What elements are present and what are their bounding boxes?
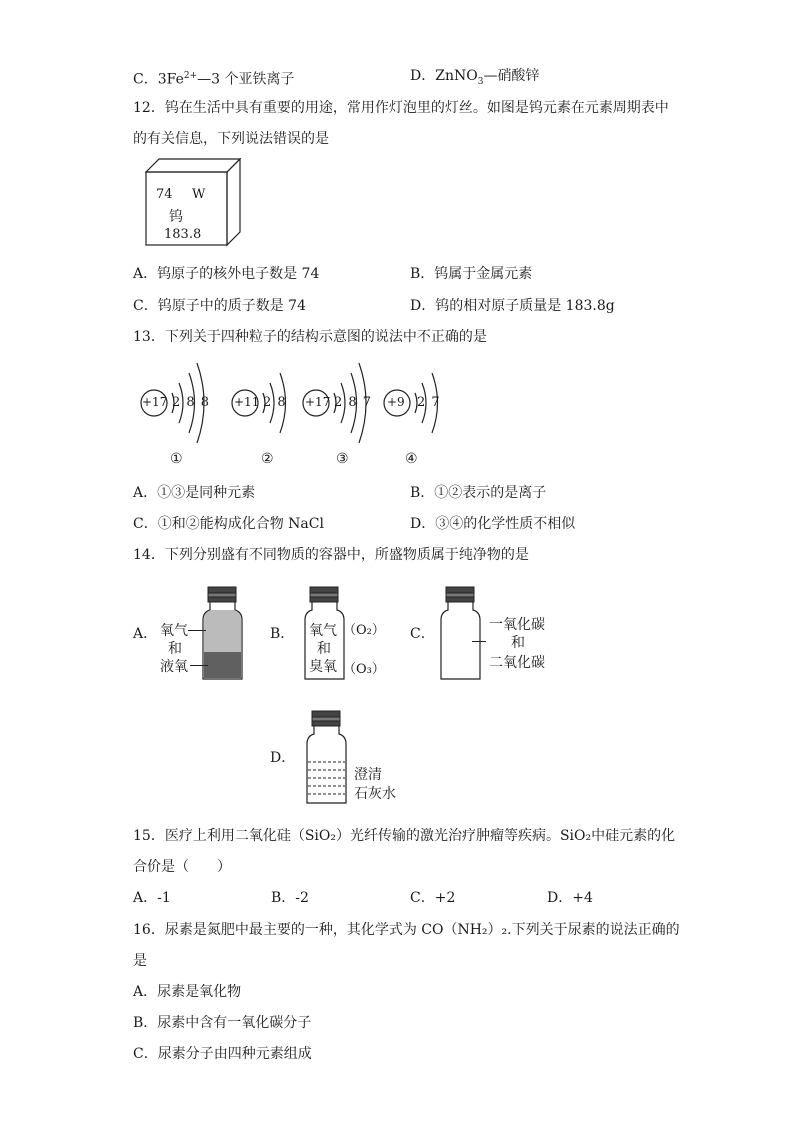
jar-b-top-note: （O₂）: [343, 623, 385, 638]
q12-option-b: B．钨属于金属元素: [410, 266, 533, 282]
jar-a-bottom-pointer: [190, 665, 208, 666]
q11-option-c: [133, 66, 295, 90]
jar-a-top-label: 氧气: [160, 623, 188, 639]
q16-option-a: A．尿素是氧化物: [133, 984, 242, 1000]
q14-option-a-letter: A．: [133, 626, 158, 642]
jar-c-bottom-label: 二氧化碳: [489, 655, 545, 671]
q14-stem: 14．下列分别盛有不同物质的容器中，所盛物质属于纯净物的是: [133, 547, 529, 563]
q13-option-d: D．③④的化学性质不相似: [410, 516, 576, 532]
element-atomic-mass: 183.8: [164, 227, 202, 242]
q16-stem-line2: 是: [133, 953, 147, 969]
particle-2-label: ②: [261, 451, 274, 467]
particle-3-label: ③: [336, 451, 349, 467]
jar-d-bottom-label: 石灰水: [354, 786, 396, 802]
jar-b-mid-label: 和: [317, 641, 331, 657]
q15-stem-line1: 15．医疗上利用二氧化硅（SiO₂）光纤传输的激光治疗肿瘤等疾病。SiO₂中硅元素的化: [133, 828, 676, 844]
jar-c: [436, 586, 486, 682]
q14-option-b-letter: B．: [270, 626, 295, 642]
q15-option-d: D．+4: [547, 890, 593, 906]
q13-option-a: A．①③是同种元素: [133, 485, 256, 501]
q11-optc-sup: 2+: [183, 71, 198, 81]
jar-b-bottom-note: （O₃）: [343, 662, 385, 677]
q16-stem-line1: 16．尿素是氮肥中最主要的一种，其化学式为 CO（NH₂）₂.下列关于尿素的说法正确的: [133, 922, 680, 938]
q15-option-a: A．-1: [133, 890, 171, 906]
jar-d-top-label: 澄清: [354, 767, 382, 783]
jar-a-top-pointer: [188, 630, 206, 631]
q11-optd-sub: 3: [477, 76, 484, 87]
jar-a-bottom-label: 液氧: [160, 659, 188, 675]
particle-3-nucleus: +17: [305, 395, 331, 409]
element-symbol: W: [192, 187, 206, 202]
particle-4-shells: 2 7: [417, 395, 440, 410]
q11-optc-suffix: —3 个亚铁离子: [197, 71, 295, 88]
particle-4-nucleus: +9: [387, 395, 405, 409]
q16-option-b: B．尿素中含有一氧化碳分子: [133, 1015, 312, 1031]
jar-c-mid-label: 和: [511, 635, 525, 651]
q15-stem-line2: 合价是（ ）: [133, 859, 231, 875]
particle-3-shells: 2 8 7: [334, 395, 372, 410]
element-name: 钨: [169, 209, 183, 225]
q15-option-b: B．-2: [271, 890, 309, 906]
element-atomic-number: 74: [156, 187, 173, 202]
q13-option-c: C．①和②能构成化合物 NaCl: [133, 516, 324, 532]
q11-optd-prefix: D．ZnNO: [410, 68, 478, 84]
particle-1-shells: 2 8 8: [172, 395, 210, 410]
q12-option-d: D．钨的相对原子质量是 183.8g: [410, 298, 615, 314]
jar-b-top-label: 氧气: [309, 623, 337, 639]
q11-option-d: [410, 66, 539, 92]
q11-optd-suffix: —硝酸锌: [483, 68, 540, 84]
jar-a-mid-label: 和: [168, 641, 182, 657]
q12-stem-line1: 12．钨在生活中具有重要的用途，常用作灯泡里的灯丝。如图是钨元素在元素周期表中: [133, 100, 669, 116]
particle-1-nucleus: +17: [142, 395, 168, 409]
q12-stem-line2: 的有关信息，下列说法错误的是: [133, 131, 329, 147]
jar-c-pointer: [472, 641, 486, 642]
jar-b-bottom-label: 臭氧: [309, 659, 337, 675]
q13-option-b: B．①②表示的是离子: [410, 485, 547, 501]
particle-2-shells: 2 8: [263, 395, 286, 410]
q12-option-c: C．钨原子中的质子数是 74: [133, 298, 306, 314]
q16-option-c: C．尿素分子由四种元素组成: [133, 1046, 312, 1062]
q14-option-d-letter: D．: [270, 750, 296, 766]
q15-option-c: C．+2: [410, 890, 456, 906]
q12-option-a: A．钨原子的核外电子数是 74: [133, 266, 320, 282]
particle-2-nucleus: +11: [234, 395, 260, 409]
q14-option-c-letter: C．: [410, 626, 435, 642]
q11-optc-prefix: C．3Fe: [133, 71, 184, 88]
particle-4-label: ④: [405, 451, 418, 467]
q13-stem: 13．下列关于四种粒子的结构示意图的说法中不正确的是: [133, 329, 487, 345]
jar-a: [198, 586, 248, 682]
jar-c-top-label: 一氧化碳: [489, 617, 545, 633]
jar-d: [302, 710, 352, 806]
particle-1-label: ①: [170, 451, 183, 467]
